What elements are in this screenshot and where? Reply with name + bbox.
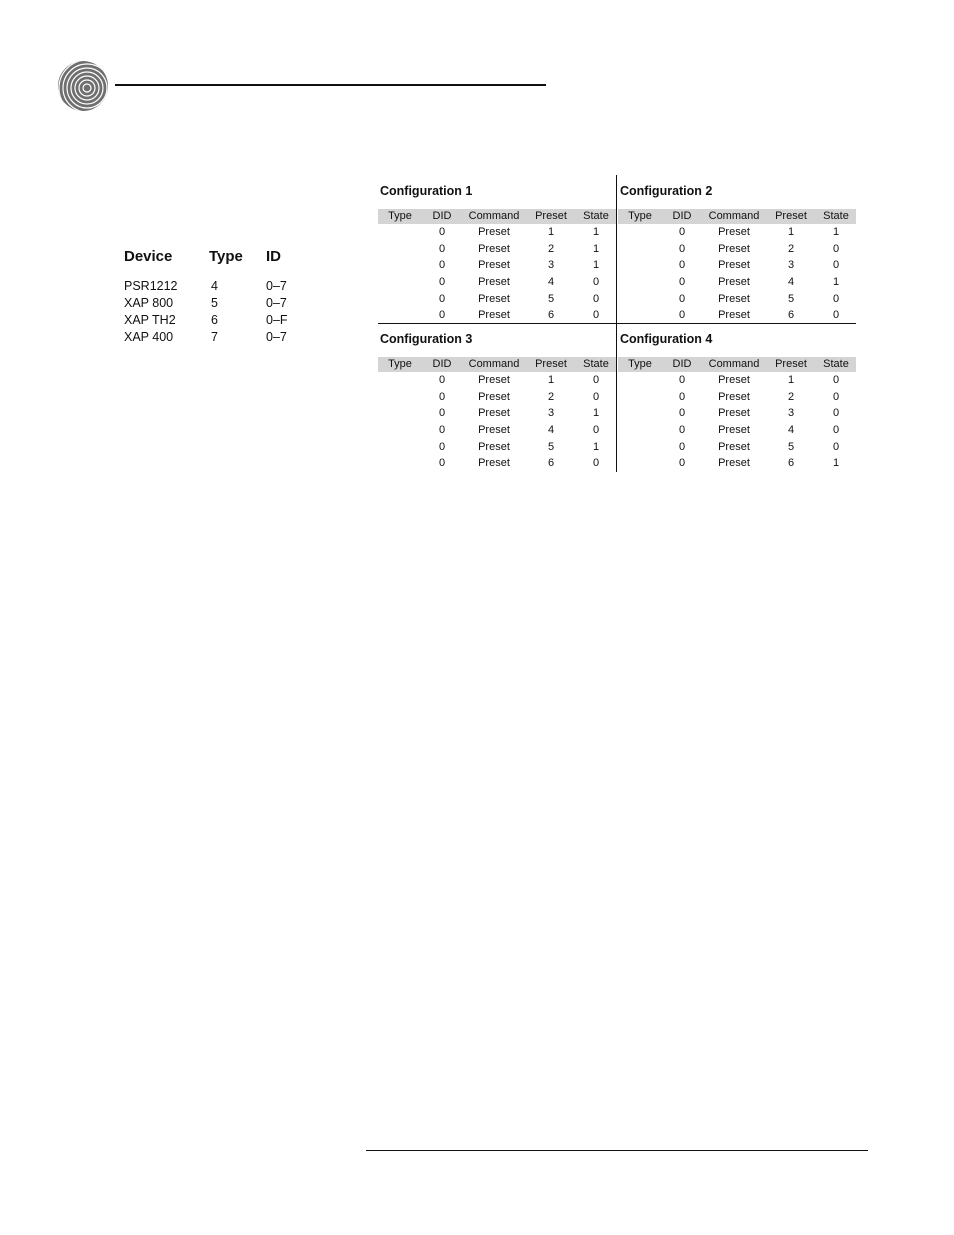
state-cell: 0 — [832, 292, 840, 305]
did-cell: 0 — [678, 242, 686, 255]
preset-cell: 4 — [787, 424, 795, 437]
did-cell: 0 — [678, 424, 686, 437]
preset-cell: 1 — [787, 226, 795, 238]
type-cell — [378, 224, 422, 241]
type-cell — [378, 439, 422, 456]
did-cell: 0 — [438, 276, 446, 289]
table-row — [378, 439, 616, 456]
device-type: 4 — [211, 279, 218, 293]
preset-cell: 6 — [547, 309, 555, 322]
type-cell — [378, 241, 422, 258]
type-cell — [378, 257, 422, 274]
preset-cell: 5 — [787, 292, 795, 305]
state-cell: 0 — [832, 242, 840, 255]
state-cell: 0 — [832, 309, 840, 322]
preset-cell: 6 — [547, 457, 555, 470]
configuration-header-row — [618, 357, 856, 372]
table-row — [618, 274, 856, 291]
command-cell: Preset — [478, 440, 510, 453]
preset-cell: 1 — [787, 374, 795, 386]
preset-col-header: Preset — [775, 210, 807, 222]
type-cell — [378, 455, 422, 472]
type-cell — [378, 291, 422, 308]
type-cell — [618, 307, 662, 324]
configuration-rows — [378, 224, 616, 324]
preset-cell: 3 — [787, 407, 795, 420]
command-cell: Preset — [478, 259, 510, 272]
state-cell: 1 — [832, 276, 840, 289]
did-cell: 0 — [678, 292, 686, 305]
command-cell: Preset — [478, 226, 510, 238]
table-row — [378, 274, 616, 291]
did-cell: 0 — [678, 276, 686, 289]
table-row — [124, 329, 306, 346]
type-cell — [618, 455, 662, 472]
command-cell: Preset — [718, 407, 750, 420]
configuration-header-row — [618, 209, 856, 224]
table-row — [618, 455, 856, 472]
type-col-header: Type — [388, 358, 412, 370]
state-cell: 0 — [592, 390, 600, 403]
state-cell: 1 — [592, 407, 600, 420]
table-row — [618, 405, 856, 422]
did-cell: 0 — [678, 457, 686, 470]
type-cell — [378, 405, 422, 422]
state-cell: 1 — [592, 259, 600, 272]
device-type: 5 — [211, 296, 218, 310]
command-cell: Preset — [718, 457, 750, 470]
state-cell: 0 — [832, 374, 840, 386]
table-row — [378, 405, 616, 422]
did-cell: 0 — [678, 440, 686, 453]
command-cell: Preset — [478, 407, 510, 420]
preset-cell: 5 — [547, 292, 555, 305]
type-cell — [618, 439, 662, 456]
preset-cell: 5 — [547, 440, 555, 453]
table-row — [378, 455, 616, 472]
device-col-header: Device — [124, 248, 173, 265]
did-cell: 0 — [438, 309, 446, 322]
state-cell: 0 — [832, 259, 840, 272]
table-row — [124, 278, 306, 295]
preset-cell: 4 — [547, 424, 555, 437]
preset-cell: 5 — [787, 440, 795, 453]
state-cell: 1 — [592, 242, 600, 255]
command-cell: Preset — [718, 390, 750, 403]
command-cell: Preset — [478, 374, 510, 386]
state-col-header: State — [583, 358, 609, 370]
type-cell — [618, 372, 662, 389]
did-cell: 0 — [438, 440, 446, 453]
type-col-header: Type — [628, 210, 652, 222]
device-id: 0–F — [266, 313, 288, 327]
did-cell: 0 — [678, 390, 686, 403]
table-row — [378, 389, 616, 406]
configuration-title: Configuration 3 — [380, 332, 473, 346]
command-col-header: Command — [708, 358, 760, 370]
command-cell: Preset — [718, 374, 750, 386]
command-cell: Preset — [478, 242, 510, 255]
command-cell: Preset — [718, 242, 750, 255]
table-row — [618, 257, 856, 274]
did-cell: 0 — [438, 292, 446, 305]
command-cell: Preset — [718, 292, 750, 305]
preset-cell: 6 — [787, 457, 795, 470]
did-col-header: DID — [672, 358, 692, 370]
state-cell: 0 — [832, 407, 840, 420]
concentric-spiral-logo-icon — [57, 60, 109, 112]
table-row — [618, 291, 856, 308]
configuration-rows — [378, 372, 616, 472]
command-cell: Preset — [478, 309, 510, 322]
state-cell: 0 — [592, 457, 600, 470]
preset-cell: 3 — [787, 259, 795, 272]
preset-cell: 1 — [547, 374, 555, 386]
did-cell: 0 — [438, 457, 446, 470]
type-col-header: Type — [209, 248, 243, 265]
device-id: 0–7 — [266, 330, 287, 344]
preset-cell: 2 — [787, 242, 795, 255]
table-row — [618, 241, 856, 258]
state-cell: 0 — [592, 424, 600, 437]
state-cell: 0 — [832, 424, 840, 437]
type-col-header: Type — [388, 210, 412, 222]
table-row — [378, 224, 616, 241]
did-cell: 0 — [438, 374, 446, 386]
configuration-rows — [618, 372, 856, 472]
state-cell: 1 — [592, 440, 600, 453]
configuration-title: Configuration 1 — [380, 184, 473, 198]
state-col-header: State — [583, 210, 609, 222]
state-cell: 1 — [592, 226, 600, 238]
state-cell: 0 — [592, 309, 600, 322]
state-cell: 0 — [832, 390, 840, 403]
command-cell: Preset — [478, 276, 510, 289]
command-cell: Preset — [718, 226, 750, 238]
did-cell: 0 — [438, 407, 446, 420]
configuration-title: Configuration 2 — [620, 184, 713, 198]
did-cell: 0 — [438, 226, 446, 238]
state-col-header: State — [823, 210, 849, 222]
device-type: 7 — [211, 330, 218, 344]
state-cell: 1 — [832, 226, 840, 238]
preset-cell: 3 — [547, 259, 555, 272]
header-rule — [115, 84, 546, 86]
configuration-header-row — [378, 357, 616, 372]
table-row — [378, 422, 616, 439]
type-cell — [378, 389, 422, 406]
state-col-header: State — [823, 358, 849, 370]
did-cell: 0 — [438, 390, 446, 403]
configuration-header-row — [378, 209, 616, 224]
type-cell — [618, 224, 662, 241]
footer-rule — [366, 1150, 868, 1151]
id-col-header: ID — [266, 248, 281, 265]
configuration-rows — [618, 224, 856, 324]
configuration-4-table — [618, 329, 856, 472]
device-id: 0–7 — [266, 296, 287, 310]
state-cell: 1 — [832, 457, 840, 470]
command-cell: Preset — [718, 440, 750, 453]
preset-cell: 2 — [547, 242, 555, 255]
type-cell — [618, 241, 662, 258]
preset-col-header: Preset — [535, 210, 567, 222]
device-table — [124, 248, 306, 346]
did-cell: 0 — [678, 226, 686, 238]
command-cell: Preset — [718, 309, 750, 322]
table-row — [618, 389, 856, 406]
table-row — [618, 422, 856, 439]
table-row — [618, 307, 856, 324]
configuration-1-table — [378, 181, 616, 324]
did-cell: 0 — [678, 374, 686, 386]
table-row — [378, 372, 616, 389]
table-row — [618, 224, 856, 241]
preset-cell: 2 — [787, 390, 795, 403]
did-cell: 0 — [678, 259, 686, 272]
device-name: XAP 400 — [124, 330, 174, 344]
preset-cell: 4 — [787, 276, 795, 289]
type-cell — [378, 274, 422, 291]
did-col-header: DID — [432, 210, 452, 222]
type-cell — [618, 405, 662, 422]
type-cell — [618, 422, 662, 439]
preset-col-header: Preset — [775, 358, 807, 370]
table-row — [378, 241, 616, 258]
did-cell: 0 — [678, 309, 686, 322]
device-name: XAP TH2 — [124, 313, 176, 327]
command-cell: Preset — [478, 457, 510, 470]
type-cell — [378, 422, 422, 439]
preset-col-header: Preset — [535, 358, 567, 370]
type-cell — [378, 372, 422, 389]
command-cell: Preset — [478, 292, 510, 305]
preset-cell: 3 — [547, 407, 555, 420]
command-cell: Preset — [718, 424, 750, 437]
configuration-3-table — [378, 329, 616, 472]
state-cell: 0 — [592, 292, 600, 305]
configuration-2-table — [618, 181, 856, 324]
table-row — [124, 295, 306, 312]
device-type: 6 — [211, 313, 218, 327]
state-cell: 0 — [832, 440, 840, 453]
preset-cell: 4 — [547, 276, 555, 289]
table-row — [378, 291, 616, 308]
command-cell: Preset — [718, 259, 750, 272]
device-id: 0–7 — [266, 279, 287, 293]
did-cell: 0 — [678, 407, 686, 420]
command-cell: Preset — [718, 276, 750, 289]
did-col-header: DID — [672, 210, 692, 222]
command-col-header: Command — [468, 358, 520, 370]
preset-cell: 2 — [547, 390, 555, 403]
table-row — [378, 307, 616, 324]
device-name: PSR1212 — [124, 279, 178, 293]
type-cell — [618, 257, 662, 274]
did-col-header: DID — [432, 358, 452, 370]
preset-cell: 6 — [787, 309, 795, 322]
command-cell: Preset — [478, 390, 510, 403]
table-row — [618, 439, 856, 456]
state-cell: 0 — [592, 276, 600, 289]
configuration-title: Configuration 4 — [620, 332, 713, 346]
table-row — [124, 312, 306, 329]
command-col-header: Command — [708, 210, 760, 222]
table-row — [618, 372, 856, 389]
type-cell — [378, 307, 422, 324]
command-cell: Preset — [478, 424, 510, 437]
state-cell: 0 — [592, 374, 600, 386]
did-cell: 0 — [438, 242, 446, 255]
command-col-header: Command — [468, 210, 520, 222]
type-cell — [618, 274, 662, 291]
preset-cell: 1 — [547, 226, 555, 238]
device-table-header — [124, 248, 306, 278]
type-col-header: Type — [628, 358, 652, 370]
did-cell: 0 — [438, 424, 446, 437]
table-row — [378, 257, 616, 274]
type-cell — [618, 389, 662, 406]
type-cell — [618, 291, 662, 308]
device-name: XAP 800 — [124, 296, 174, 310]
did-cell: 0 — [438, 259, 446, 272]
